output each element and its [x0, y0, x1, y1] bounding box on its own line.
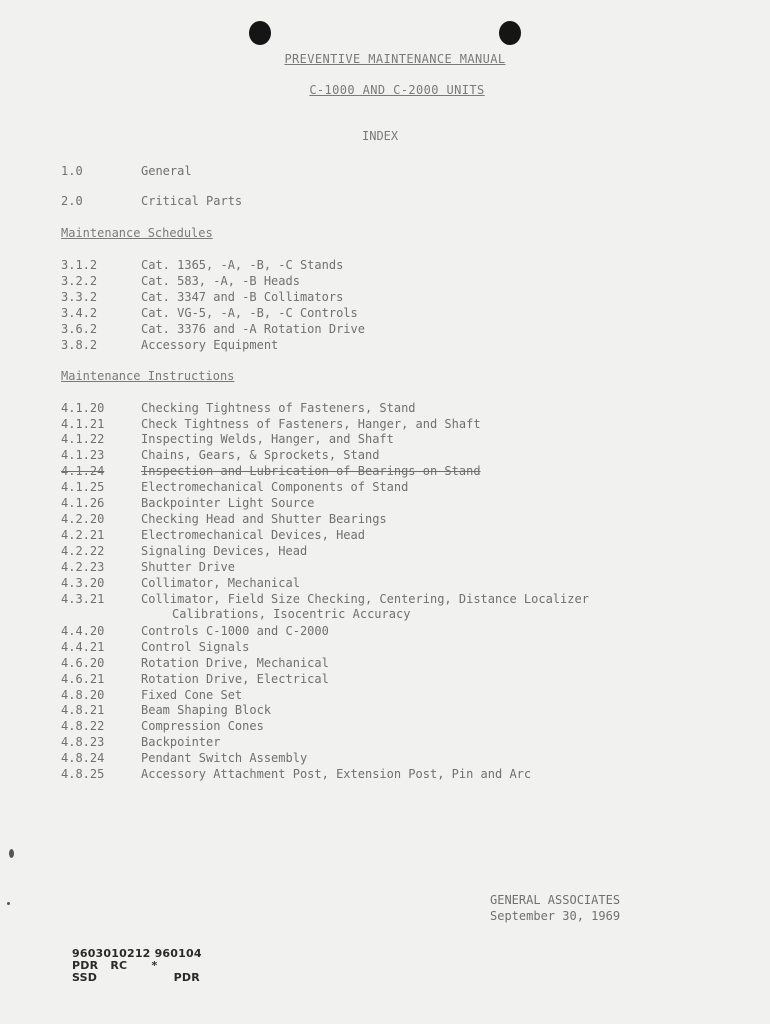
- section-number: 4.2.20: [61, 512, 105, 526]
- section-title: Electromechanical Devices, Head: [141, 528, 365, 542]
- section-number: 4.6.21: [61, 672, 105, 686]
- document-date: September 30, 1969: [490, 909, 621, 923]
- section-number: 4.1.23: [61, 448, 105, 462]
- section-number: 4.1.25: [61, 480, 105, 494]
- stamp-line-2: PDR RC *: [72, 959, 158, 972]
- scan-mark: [9, 849, 14, 858]
- section-number: 4.1.20: [61, 401, 105, 415]
- section-title: Backpointer Light Source: [141, 496, 315, 510]
- section-title: Collimator, Field Size Checking, Centering, Distance Localizer: [141, 592, 589, 606]
- section-number: 4.8.23: [61, 735, 105, 749]
- section-number: 4.8.22: [61, 719, 105, 733]
- section-title: Backpointer: [141, 735, 221, 749]
- section-number: 3.8.2: [61, 338, 98, 352]
- section-title: Electromechanical Components of Stand: [141, 480, 409, 494]
- schedules-heading: Maintenance Schedules: [61, 226, 213, 240]
- section-number: 3.1.2: [61, 258, 98, 272]
- section-number: 4.4.21: [61, 640, 105, 654]
- section-number: 4.8.21: [61, 703, 105, 717]
- section-title: Checking Tightness of Fasteners, Stand: [141, 401, 416, 415]
- section-number: 4.1.22: [61, 432, 105, 446]
- section-title: Cat. 583, -A, -B Heads: [141, 274, 300, 288]
- section-title: Collimator, Mechanical: [141, 576, 300, 590]
- section-number: 4.2.21: [61, 528, 105, 542]
- index-heading: INDEX: [362, 129, 399, 143]
- stamp-line-3: SSD PDR: [72, 971, 200, 984]
- manual-subtitle: C-1000 AND C-2000 UNITS: [309, 83, 485, 97]
- section-number: 4.1.24: [61, 464, 105, 478]
- signature-block: [490, 892, 620, 924]
- punch-hole-right: [499, 21, 521, 45]
- section-number: 4.1.21: [61, 417, 105, 431]
- section-title: Shutter Drive: [141, 560, 235, 574]
- section-number: 4.8.20: [61, 688, 105, 702]
- section-title: Fixed Cone Set: [141, 688, 243, 702]
- manual-title: PREVENTIVE MAINTENANCE MANUAL: [284, 52, 506, 66]
- section-title: Rotation Drive, Electrical: [141, 672, 329, 686]
- section-number: 2.0: [61, 194, 83, 208]
- section-title: Controls C-1000 and C-2000: [141, 624, 329, 638]
- section-title: Inspecting Welds, Hanger, and Shaft: [141, 432, 394, 446]
- section-number: 4.2.23: [61, 560, 105, 574]
- section-title: Rotation Drive, Mechanical: [141, 656, 329, 670]
- punch-hole-left: [249, 21, 271, 45]
- section-title: Inspection and Lubrication of Bearings on Stand: [141, 464, 481, 478]
- section-title-continuation: Calibrations, Isocentric Accuracy: [172, 607, 411, 621]
- section-title: Critical Parts: [141, 194, 243, 208]
- section-title: Cat. VG-5, -A, -B, -C Controls: [141, 306, 358, 320]
- section-number: 4.8.24: [61, 751, 105, 765]
- instructions-heading: Maintenance Instructions: [61, 369, 235, 383]
- section-number: 3.6.2: [61, 322, 98, 336]
- section-title: Check Tightness of Fasteners, Hanger, and Shaft: [141, 417, 481, 431]
- section-title: Accessory Attachment Post, Extension Post, Pin and Arc: [141, 767, 532, 781]
- stamp-line-1: 9603010212 960104: [72, 947, 202, 960]
- section-title: Signaling Devices, Head: [141, 544, 308, 558]
- section-title: Control Signals: [141, 640, 250, 654]
- scan-mark: [7, 902, 10, 905]
- section-number: 4.3.20: [61, 576, 105, 590]
- section-number: 3.3.2: [61, 290, 98, 304]
- company-name: GENERAL ASSOCIATES: [490, 893, 621, 907]
- section-title: Checking Head and Shutter Bearings: [141, 512, 387, 526]
- section-title: General: [141, 164, 192, 178]
- section-number: 1.0: [61, 164, 83, 178]
- section-number: 3.4.2: [61, 306, 98, 320]
- section-title: Cat. 1365, -A, -B, -C Stands: [141, 258, 344, 272]
- archive-stamp: [72, 948, 202, 984]
- section-number: 4.1.26: [61, 496, 105, 510]
- section-title: Cat. 3376 and -A Rotation Drive: [141, 322, 365, 336]
- section-number: 4.2.22: [61, 544, 105, 558]
- section-title: Beam Shaping Block: [141, 703, 272, 717]
- section-title: Cat. 3347 and -B Collimators: [141, 290, 344, 304]
- section-title: Chains, Gears, & Sprockets, Stand: [141, 448, 380, 462]
- section-number: 4.3.21: [61, 592, 105, 606]
- section-title: Accessory Equipment: [141, 338, 279, 352]
- section-number: 3.2.2: [61, 274, 98, 288]
- section-number: 4.6.20: [61, 656, 105, 670]
- section-title: Pendant Switch Assembly: [141, 751, 308, 765]
- section-number: 4.4.20: [61, 624, 105, 638]
- section-title: Compression Cones: [141, 719, 264, 733]
- section-number: 4.8.25: [61, 767, 105, 781]
